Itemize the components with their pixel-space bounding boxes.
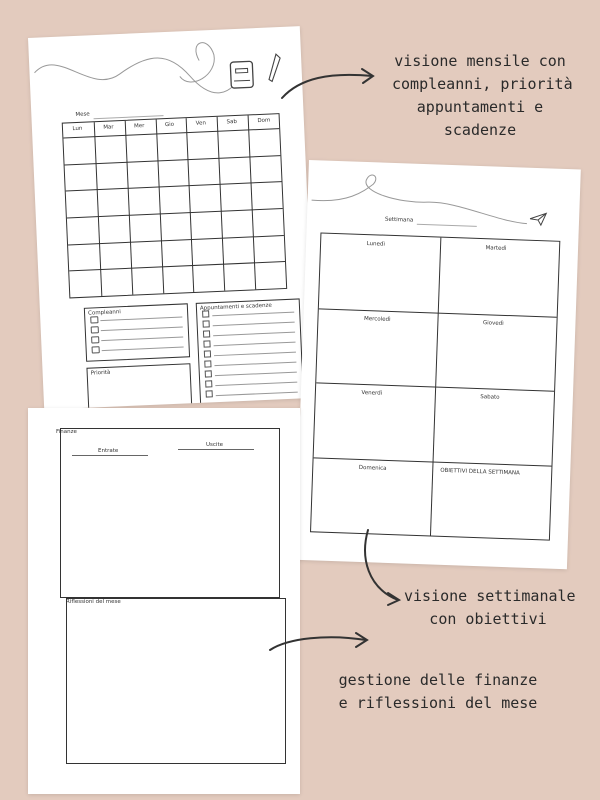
arrow-to-weekly xyxy=(358,528,408,608)
doodle-swirl xyxy=(28,26,303,108)
weekly-grid xyxy=(310,232,560,540)
reflections-label: Riflessioni del mese xyxy=(66,599,121,605)
weekday-header: Ven xyxy=(195,120,207,127)
cake-icon xyxy=(91,326,99,333)
weekly-caption: visione settimanale con obiettivi xyxy=(404,587,576,628)
appointments-label: Appuntamenti e scadenze xyxy=(199,302,272,312)
checkbox[interactable] xyxy=(204,360,211,367)
checkbox[interactable] xyxy=(202,310,209,317)
arrow-to-monthly xyxy=(280,66,380,106)
paper-plane-icon xyxy=(529,212,547,227)
finance-page xyxy=(28,408,300,794)
finance-box xyxy=(60,428,280,598)
checkbox[interactable] xyxy=(203,330,210,337)
checkbox[interactable] xyxy=(204,350,211,357)
grid-line xyxy=(66,181,282,191)
weekday-header: Dom xyxy=(257,117,271,125)
day-label: Domenica xyxy=(358,464,387,472)
checkbox[interactable] xyxy=(202,320,209,327)
cake-icon xyxy=(92,346,100,353)
month-calendar-grid xyxy=(62,113,287,298)
day-label: Venerdì xyxy=(361,389,383,397)
checkbox[interactable] xyxy=(203,340,210,347)
day-label: Lunedì xyxy=(366,241,386,248)
day-label: Sabato xyxy=(480,394,500,401)
finance-caption: gestione delle finanze e riflessioni del mese xyxy=(338,671,538,712)
income-label: Entrate xyxy=(98,448,119,454)
grid-line xyxy=(68,235,284,245)
grid-line xyxy=(67,208,283,218)
cake-icon xyxy=(91,336,99,343)
doodle-swirl xyxy=(307,160,581,239)
weekday-header: Sab xyxy=(226,118,238,126)
day-label: Mercoledì xyxy=(363,315,391,323)
arrow-to-finance xyxy=(268,630,378,670)
monthly-caption: visione mensile con compleanni, priorità appuntamenti e scadenze xyxy=(392,52,573,139)
monthly-planner-page xyxy=(28,26,316,410)
notebook-icon xyxy=(229,60,254,89)
weekday-header: Mar xyxy=(103,124,114,131)
checkbox[interactable] xyxy=(206,390,213,397)
priority-label: Priorità xyxy=(90,369,111,377)
finance-label: Finanze xyxy=(56,429,77,435)
birthdays-label: Compleanni xyxy=(87,309,122,317)
week-label: Settimana xyxy=(384,216,414,224)
weekday-header: Lun xyxy=(72,125,83,133)
weekday-header: Gio xyxy=(164,121,175,129)
month-label: Mese xyxy=(75,111,90,119)
grid-line xyxy=(65,155,281,165)
day-label: Giovedì xyxy=(482,319,504,327)
day-label: Martedì xyxy=(485,245,507,252)
weekly-planner-page xyxy=(295,160,581,569)
grid-line xyxy=(69,261,285,271)
goals-label: OBIETTIVI DELLA SETTIMANA xyxy=(440,467,520,477)
weekday-header: Mer xyxy=(133,123,145,130)
checkbox[interactable] xyxy=(205,380,212,387)
checkbox[interactable] xyxy=(205,370,212,377)
expenses-label: Uscite xyxy=(206,442,223,448)
reflections-box xyxy=(66,598,286,764)
cake-icon xyxy=(90,316,98,323)
